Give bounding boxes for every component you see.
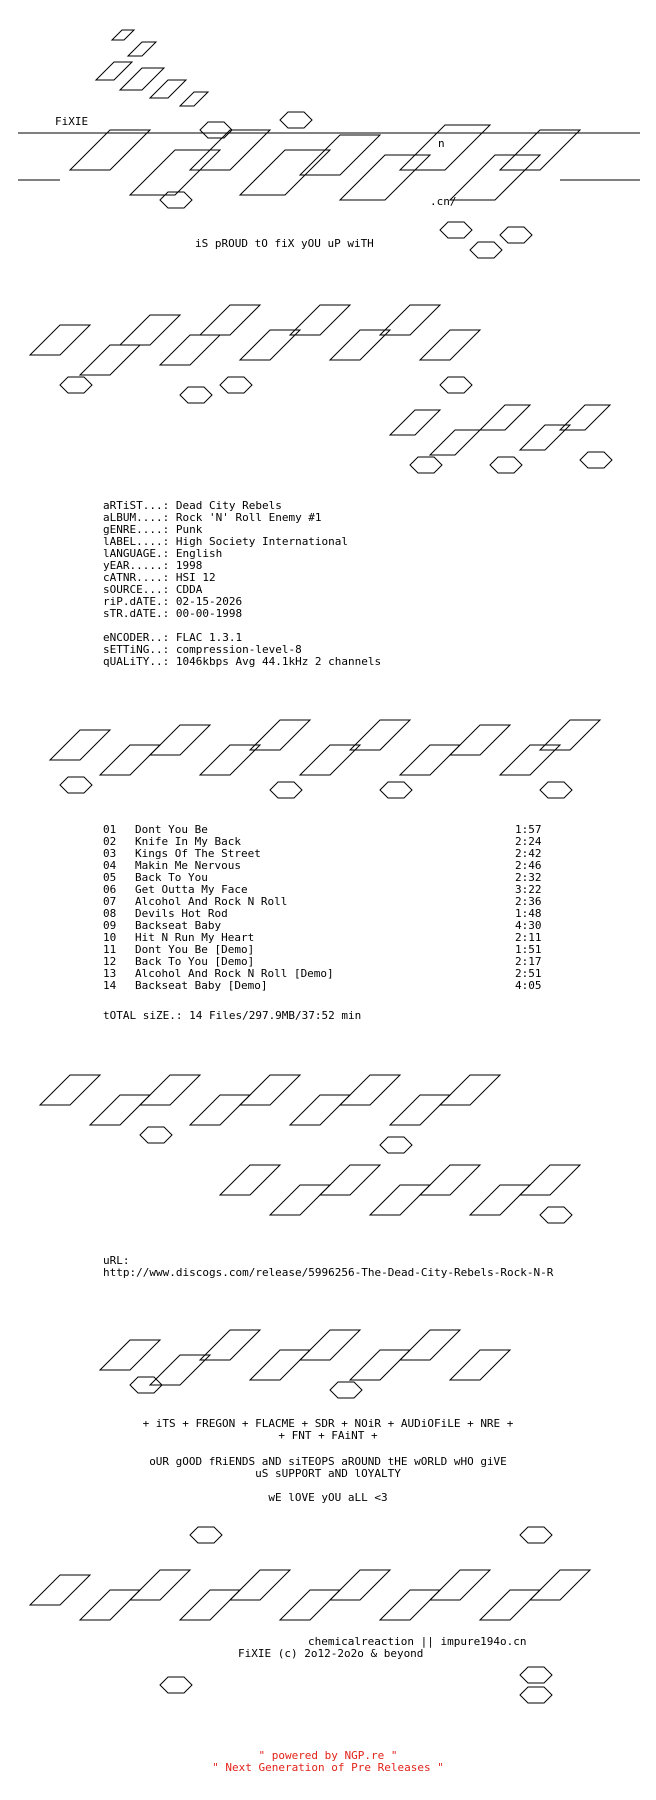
track-row: 04 Makin Me Nervous 2:46 xyxy=(103,859,542,872)
track-row: 02 Knife In My Back 2:24 xyxy=(103,835,542,848)
signature-line-2: FiXIE (c) 2o12-2o2o & beyond xyxy=(238,1647,424,1660)
tag-cn: .cn/ xyxy=(430,195,457,208)
track-row: 06 Get Outta My Face 3:22 xyxy=(103,883,542,896)
track-row: 11 Dont You Be [Demo] 1:51 xyxy=(103,943,542,956)
info-row: aRTiST...: Dead City Rebels xyxy=(103,499,282,512)
total-size: tOTAL siZE.: 14 Files/297.9MB/37:52 min xyxy=(103,1009,362,1022)
release-info xyxy=(103,500,348,620)
info-row: eNCODER..: FLAC 1.3.1 xyxy=(103,631,243,644)
track-row: 14 Backseat Baby [Demo] 4:05 xyxy=(103,979,542,992)
info-row: lANGUAGE.: English xyxy=(103,547,223,560)
info-row: yEAR.....: 1998 xyxy=(103,559,203,572)
friends-line-1: oUR gOOD fRiENDS aND siTEOPS aROUND tHE wORLD wHO giVE xyxy=(149,1455,507,1468)
info-row: gENRE....: Punk xyxy=(103,523,203,536)
signature-line-1: chemicalreaction || impure194o.cn xyxy=(308,1635,527,1648)
greets-art xyxy=(0,1290,656,1400)
info-row: lABEL....: High Society International xyxy=(103,535,349,548)
track-row: 01 Dont You Be 1:57 xyxy=(103,823,542,836)
track-row: 09 Backseat Baby 4:30 xyxy=(103,919,542,932)
info-row: riP.dATE.: 02-15-2026 xyxy=(103,595,243,608)
url-value[interactable]: http://www.discogs.com/release/5996256-The-Dead-City-Rebels-Rock-N-R xyxy=(103,1266,554,1279)
info-row: aLBUM....: Rock 'N' Roll Enemy #1 xyxy=(103,511,322,524)
track-row: 12 Back To You [Demo] 2:17 xyxy=(103,955,542,968)
fixie-header-logo xyxy=(0,20,656,260)
signature-art xyxy=(0,1515,656,1715)
track-row: 05 Back To You 2:32 xyxy=(103,871,542,884)
info-row: sTR.dATE.: 00-00-1998 xyxy=(103,607,243,620)
url-label: uRL: xyxy=(103,1254,130,1267)
notes-art xyxy=(0,1035,656,1235)
track-row: 13 Alcohol And Rock N Roll [Demo] 2:51 xyxy=(103,967,542,980)
proud-line: iS pROUD tO fiX yOU uP wiTH xyxy=(195,237,374,250)
tracklist-art xyxy=(0,680,656,815)
friends-line-2: uS sUPPORT aND lOYALTY xyxy=(255,1467,401,1480)
tag-left: FiXIE xyxy=(55,115,89,128)
footer-powered-by: " powered by NGP.re " xyxy=(258,1749,398,1762)
band-logo-art xyxy=(0,265,656,485)
track-row: 03 Kings Of The Street 2:42 xyxy=(103,847,542,860)
greets-line-2: + FNT + FAiNT + xyxy=(278,1429,378,1442)
greets-line-1: + iTS + FREGON + FLACME + SDR + NOiR + AUDiOFiLE + NRE + xyxy=(142,1417,514,1430)
info-row: qUALiTY..: 1046kbps Avg 44.1kHz 2 channels xyxy=(103,655,382,668)
encoding-info xyxy=(103,632,381,668)
footer-tagline: " Next Generation of Pre Releases " xyxy=(212,1761,444,1774)
info-row: cATNR....: HSI 12 xyxy=(103,571,216,584)
track-row: 07 Alcohol And Rock N Roll 2:36 xyxy=(103,895,542,908)
tag-n: n xyxy=(438,137,445,150)
love-line: wE lOVE yOU aLL <3 xyxy=(268,1491,388,1504)
track-row: 08 Devils Hot Rod 1:48 xyxy=(103,907,542,920)
tracklist xyxy=(103,824,553,992)
info-row: sETTiNG..: compression-level-8 xyxy=(103,643,302,656)
track-row: 10 Hit N Run My Heart 2:11 xyxy=(103,931,542,944)
info-row: sOURCE...: CDDA xyxy=(103,583,203,596)
